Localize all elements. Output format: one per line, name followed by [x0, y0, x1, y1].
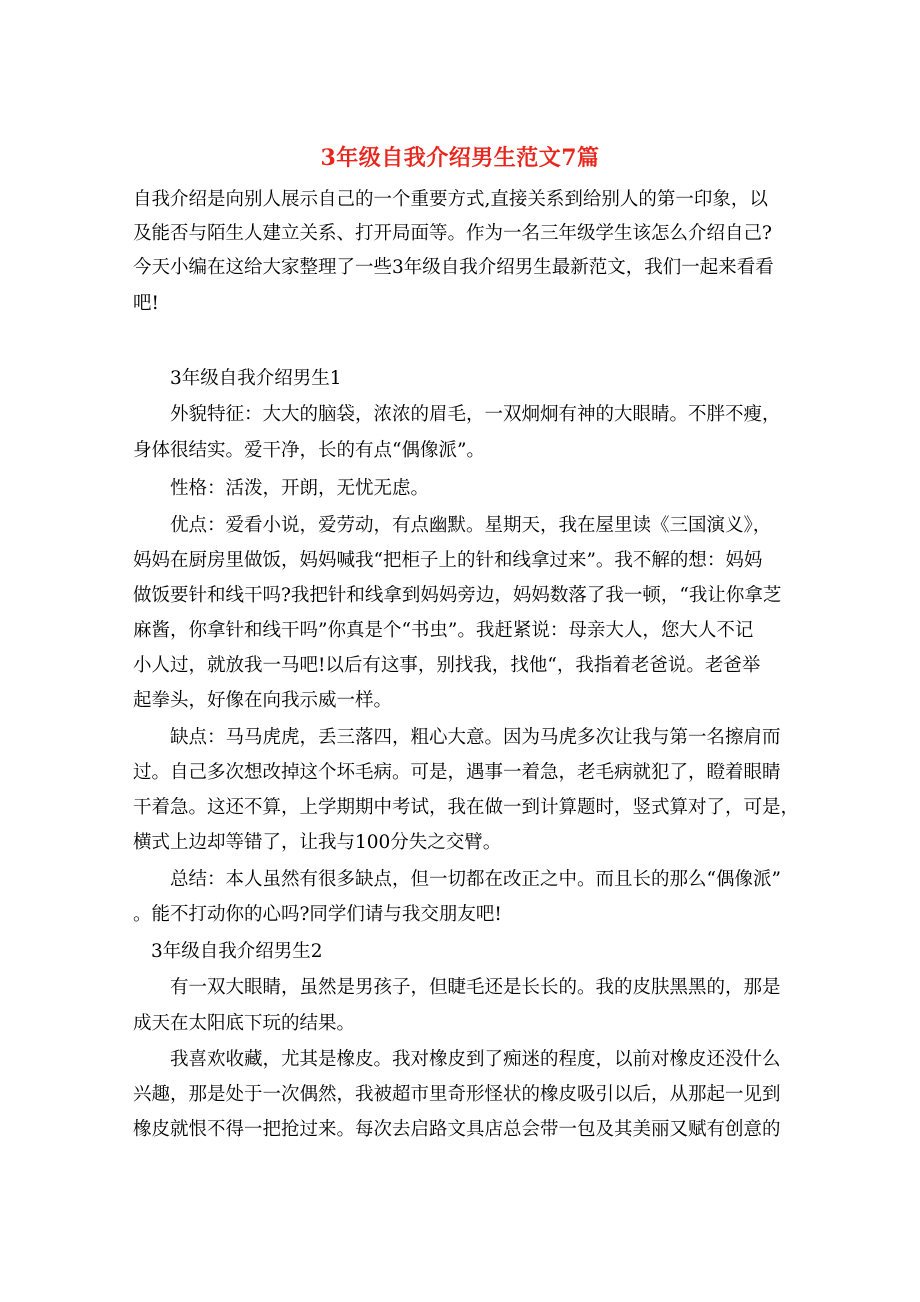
section-heading-1: 3年级自我介绍男生1	[170, 368, 342, 389]
paragraph-line: 。能不打动你的心吗?同学们请与我交朋友吧!	[133, 904, 502, 925]
paragraph-line: 橡皮就恨不得一把抢过来。每次去启路文具店总会带一包及其美丽又赋有创意的	[133, 1119, 781, 1140]
paragraph-line: 有一双大眼睛，虽然是男孩子，但睫毛还是长长的。我的皮肤黑黑的，那是	[170, 977, 781, 998]
paragraph-line: 身体很结实。爱干净，长的有点“偶像派”。	[133, 440, 485, 461]
section-heading-2: 3年级自我介绍男生2	[151, 941, 323, 962]
intro-line-1: 自我介绍是向别人展示自己的一个重要方式,直接关系到给别人的第一印象，以	[133, 189, 768, 210]
paragraph-line: 过。自己多次想改掉这个坏毛病。可是，遇事一着急，老毛病就犯了，瞪着眼睛	[133, 762, 781, 783]
paragraph-line: 外貌特征：大大的脑袋，浓浓的眉毛，一双炯炯有神的大眼睛。不胖不瘦，	[170, 404, 781, 425]
document-title: 3年级自我介绍男生范文7篇	[320, 145, 600, 171]
paragraph-line: 麻酱，你拿针和线干吗”你真是个“书虫”。我赶紧说：母亲大人，您大人不记	[133, 620, 754, 641]
paragraph-line: 性格：活泼，开朗，无忧无虑。	[170, 478, 430, 499]
intro-line-4: 吧!	[133, 293, 159, 314]
paragraph-line: 缺点：马马虎虎，丢三落四，粗心大意。因为马虎多次让我与第一名擦肩而	[170, 727, 781, 748]
paragraph-line: 起拳头，好像在向我示威一样。	[133, 690, 393, 711]
paragraph-line: 我喜欢收藏，尤其是橡皮。我对橡皮到了痴迷的程度，以前对橡皮还没什么	[170, 1049, 781, 1070]
intro-line-3: 今天小编在这给大家整理了一些3年级自我介绍男生最新范文，我们一起来看看	[133, 257, 774, 278]
paragraph-line: 优点：爱看小说，爱劳动，有点幽默。星期天，我在屋里读《三国演义》，	[170, 515, 772, 536]
paragraph-line: 成天在太阳底下玩的结果。	[133, 1013, 356, 1034]
paragraph-line: 干着急。这还不算，上学期期中考试，我在做一到计算题时，竖式算对了，可是，	[133, 797, 800, 818]
paragraph-line: 兴趣，那是处于一次偶然，我被超市里奇形怪状的橡皮吸引以后，从那起一见到	[133, 1084, 781, 1105]
paragraph-line: 横式上边却等错了，让我与100分失之交臂。	[133, 832, 502, 853]
paragraph-line: 总结：本人虽然有很多缺点，但一切都在改正之中。而且长的那么“偶像派”	[170, 869, 781, 890]
paragraph-line: 做饭要针和线干吗?我把针和线拿到妈妈旁边，妈妈数落了我一顿，“我让你拿芝	[133, 585, 782, 606]
paragraph-line: 小人过，就放我一马吧!以后有这事，别找我，找他“，我指着老爸说。老爸举	[133, 655, 761, 676]
paragraph-line: 妈妈在厨房里做饭，妈妈喊我“把柜子上的针和线拿过来”。我不解的想：妈妈	[133, 550, 763, 571]
intro-line-2: 及能否与陌生人建立关系、打开局面等。作为一名三年级学生该怎么介绍自己?	[133, 223, 772, 244]
